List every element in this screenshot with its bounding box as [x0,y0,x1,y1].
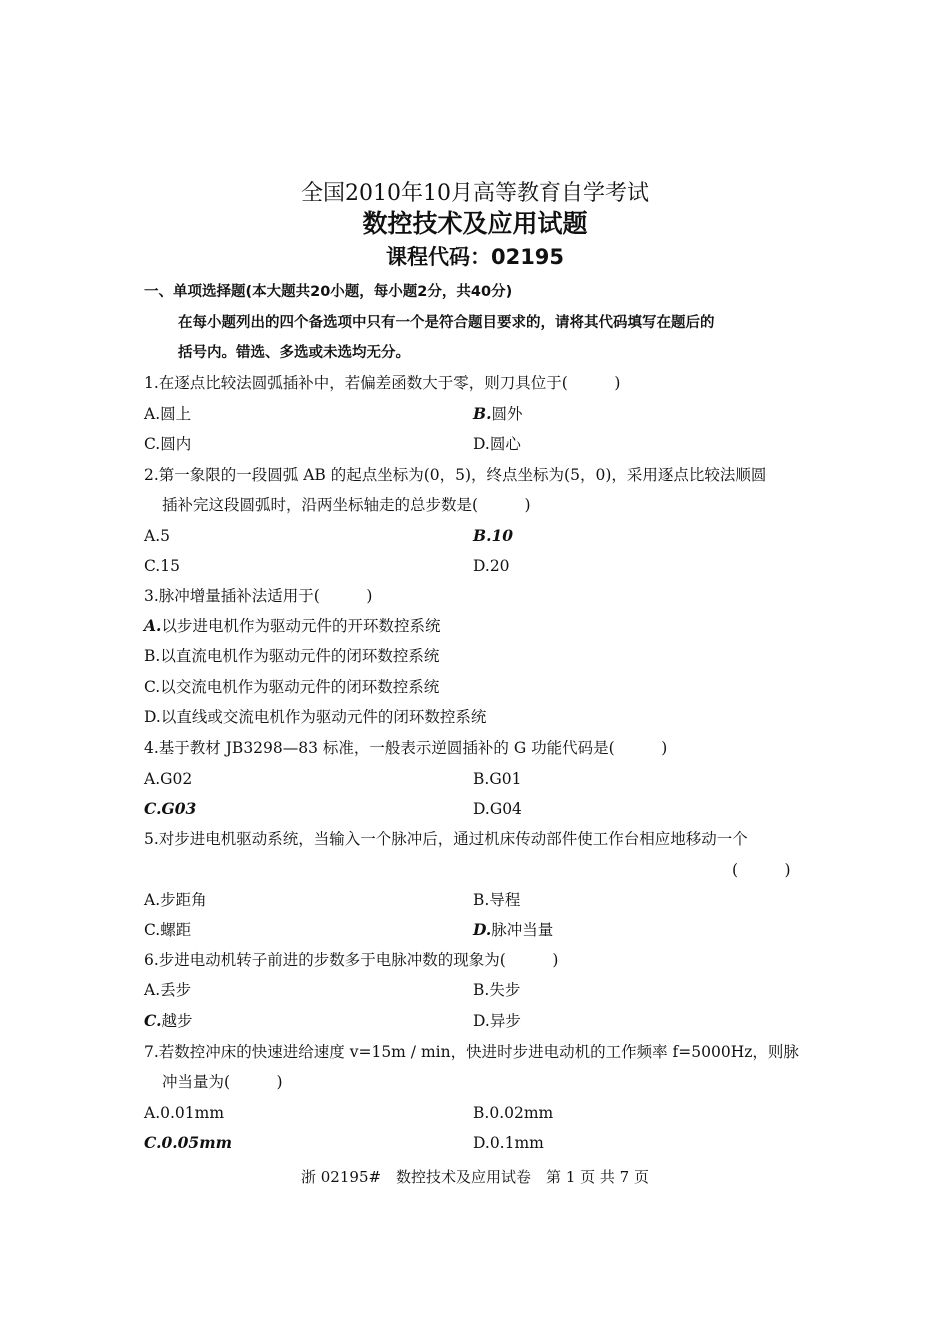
option-text: 圆外 [491,405,523,423]
option-b [473,890,520,910]
option-d [473,799,522,819]
option-key: C. [144,1011,162,1030]
option-text: 步距角 [160,891,207,909]
option-key: B. [473,770,490,788]
option-text: 越步 [161,1012,193,1030]
question-stem: 5.对步进电机驱动系统，当输入一个脉冲后，通过机床传动部件使工作台相应地移动一个 [144,830,748,848]
option-text: 失步 [489,981,521,999]
option-key: B. [144,647,161,665]
option-key: C. [144,435,161,453]
option-text: 5 [160,527,170,545]
option-text: 以交流电机作为驱动元件的闭环数控系统 [160,678,440,696]
option-a [144,890,207,910]
option-text: G04 [489,800,522,818]
option-text: 0.02mm [489,1104,554,1122]
subject-title: 数控技术及应用试题 [362,209,588,238]
option-text: 0.1mm [489,1134,544,1152]
option-d [473,434,521,454]
option-a [144,769,192,789]
option-key: A. [144,981,161,999]
option-key: D. [473,557,490,575]
question-stem: 4.基于教材 JB3298—83 标准，一般表示逆圆插补的 G 功能代码是( ) [144,739,668,757]
option-text: 15 [160,557,180,575]
option-b [473,980,520,1000]
option-a [144,1103,224,1123]
option-d [473,556,510,576]
option-key: D. [473,1134,490,1152]
exam-title: 全国2010年10月高等教育自学考试 [301,181,649,206]
option-text: 丢步 [160,981,192,999]
option-d [144,707,486,727]
option-text: 圆心 [489,435,521,453]
option-b [473,769,521,789]
section-heading: 一、单项选择题(本大题共20小题，每小题2分，共40分) [144,284,513,300]
option-text: 10 [491,526,514,545]
option-key: D. [473,1012,490,1030]
option-c [144,799,196,819]
option-text: G01 [489,770,522,788]
option-key: D. [473,920,492,939]
option-text: 以步进电机作为驱动元件的开环数控系统 [161,617,441,635]
question-stem: 7.若数控冲床的快速进给速度 v=15m / min，快进时步进电动机的工作频率 f=5000Hz，则脉 [144,1043,799,1061]
question-stem: 1.在逐点比较法圆弧插补中，若偏差函数大于零，则刀具位于( ) [144,374,621,392]
option-text: 0.05mm [161,1133,233,1152]
option-key: C. [144,1133,162,1152]
option-text: G03 [161,799,197,818]
answer-bracket: ( ) [732,861,791,879]
option-key: B. [473,891,490,909]
option-text: 脉冲当量 [491,921,554,939]
option-key: A. [144,770,161,788]
question-stem: 插补完这段圆弧时，沿两坐标轴走的总步数是( ) [162,496,531,514]
option-a [144,616,440,636]
option-b [144,646,439,666]
option-c [144,1011,192,1031]
option-key: C. [144,557,161,575]
option-d [473,1011,521,1031]
option-d [473,1133,544,1153]
option-c [144,920,191,940]
option-key: C. [144,799,162,818]
option-key: B. [473,404,492,423]
option-c [144,677,439,697]
option-text: 圆内 [160,435,192,453]
option-c [144,434,191,454]
question-stem: 冲当量为( ) [162,1073,283,1091]
option-a [144,980,191,1000]
option-text: 0.01mm [160,1104,225,1122]
option-key: A. [144,527,161,545]
option-text: 以直流电机作为驱动元件的闭环数控系统 [160,647,440,665]
option-c [144,1133,232,1153]
option-key: A. [144,616,162,635]
option-key: A. [144,405,161,423]
question-stem: 6.步进电动机转子前进的步数多于电脉冲数的现象为( ) [144,951,559,969]
section-instruction: 在每小题列出的四个备选项中只有一个是符合题目要求的，请将其代码填写在题后的 [178,315,715,331]
option-b [473,1103,553,1123]
option-key: D. [473,800,490,818]
option-b [473,404,523,424]
option-text: G02 [160,770,193,788]
option-a [144,526,170,546]
option-a [144,404,191,424]
option-text: 异步 [489,1012,521,1030]
option-key: A. [144,891,161,909]
course-code: 课程代码：02195 [385,245,565,269]
option-c [144,556,180,576]
option-key: B. [473,526,492,545]
option-key: C. [144,921,161,939]
option-text: 导程 [489,891,521,909]
option-text: 20 [489,557,510,575]
option-b [473,526,513,546]
option-text: 螺距 [160,921,192,939]
option-key: B. [473,981,490,999]
option-text: 圆上 [160,405,192,423]
option-key: D. [473,435,490,453]
section-instruction: 括号内。错选、多选或未选均无分。 [178,345,410,361]
option-key: A. [144,1104,161,1122]
option-text: 以直线或交流电机作为驱动元件的闭环数控系统 [160,708,487,726]
option-key: B. [473,1104,490,1122]
question-stem: 2.第一象限的一段圆弧 AB 的起点坐标为(0，5)，终点坐标为(5，0)，采用逐点比较法顺圆 [144,466,767,484]
page-footer: 浙 02195# 数控技术及应用试卷 第 1 页 共 7 页 [301,1168,649,1186]
option-d [473,920,553,940]
option-key: D. [144,708,161,726]
option-key: C. [144,678,161,696]
question-stem: 3.脉冲增量插补法适用于( ) [144,587,373,605]
